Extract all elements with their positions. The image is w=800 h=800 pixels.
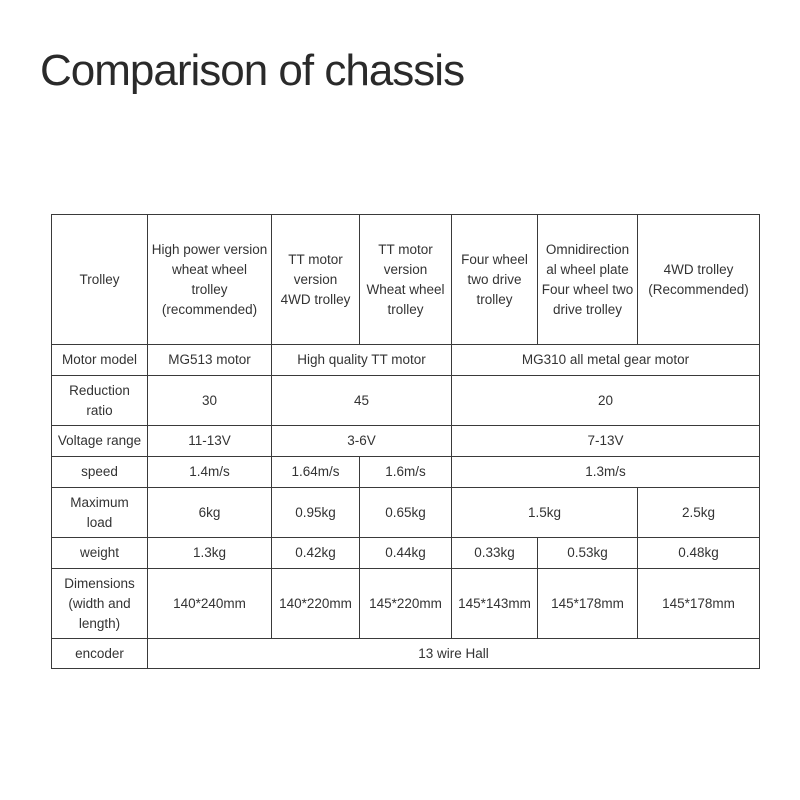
header-cell-tt-wheat: TT motor version Wheat wheel trolley [360, 215, 452, 345]
table-cell: 0.53kg [538, 538, 638, 569]
row-label: Maximum load [52, 488, 148, 538]
row-label: encoder [52, 639, 148, 669]
table-header-row [52, 215, 760, 345]
table-cell: 6kg [148, 488, 272, 538]
table-cell: 145*178mm [538, 569, 638, 639]
table-row-dimensions [52, 569, 760, 639]
table-row-reduction-ratio [52, 376, 760, 426]
table-row-motor-model [52, 345, 760, 376]
table-cell: MG513 motor [148, 345, 272, 376]
table-cell: 2.5kg [638, 488, 760, 538]
header-cell-trolley: Trolley [52, 215, 148, 345]
table-cell: 3-6V [272, 426, 452, 457]
table-cell: 0.48kg [638, 538, 760, 569]
header-cell-tt-4wd: TT motor version 4WD trolley [272, 215, 360, 345]
table-cell: 0.65kg [360, 488, 452, 538]
table-cell: 145*178mm [638, 569, 760, 639]
row-label: speed [52, 457, 148, 488]
table-cell: 0.42kg [272, 538, 360, 569]
row-label: weight [52, 538, 148, 569]
header-cell-high-power-wheat: High power version wheat wheel trolley (recommended) [148, 215, 272, 345]
page-title: Comparison of chassis [40, 46, 465, 95]
row-label: Voltage range [52, 426, 148, 457]
row-label: Motor model [52, 345, 148, 376]
table-cell: 1.5kg [452, 488, 638, 538]
table-cell: MG310 all metal gear motor [452, 345, 760, 376]
table-cell: 13 wire Hall [148, 639, 760, 669]
table-cell: 20 [452, 376, 760, 426]
table-cell: 30 [148, 376, 272, 426]
table-cell: 1.3kg [148, 538, 272, 569]
table-cell: 45 [272, 376, 452, 426]
table-cell: 1.6m/s [360, 457, 452, 488]
table-row-speed [52, 457, 760, 488]
table-row-maximum-load [52, 488, 760, 538]
table-cell: 140*220mm [272, 569, 360, 639]
table-cell: 0.44kg [360, 538, 452, 569]
row-label: Reduction ratio [52, 376, 148, 426]
table-cell: 7-13V [452, 426, 760, 457]
table-cell: 145*143mm [452, 569, 538, 639]
chassis-comparison-table [51, 214, 760, 669]
header-cell-four-wheel-two-drive: Four wheel two drive trolley [452, 215, 538, 345]
table-cell: 1.64m/s [272, 457, 360, 488]
header-cell-4wd: 4WD trolley (Recommended) [638, 215, 760, 345]
table-cell: 0.95kg [272, 488, 360, 538]
table-cell: 11-13V [148, 426, 272, 457]
header-cell-omnidirectional: Omnidirection al wheel plate Four wheel two drive trolley [538, 215, 638, 345]
row-label: Dimensions (width and length) [52, 569, 148, 639]
table-cell: 1.3m/s [452, 457, 760, 488]
table-cell: 1.4m/s [148, 457, 272, 488]
table-row-encoder [52, 639, 760, 669]
table-cell: High quality TT motor [272, 345, 452, 376]
table-cell: 145*220mm [360, 569, 452, 639]
table-row-voltage-range [52, 426, 760, 457]
table-row-weight [52, 538, 760, 569]
table-cell: 0.33kg [452, 538, 538, 569]
table-cell: 140*240mm [148, 569, 272, 639]
